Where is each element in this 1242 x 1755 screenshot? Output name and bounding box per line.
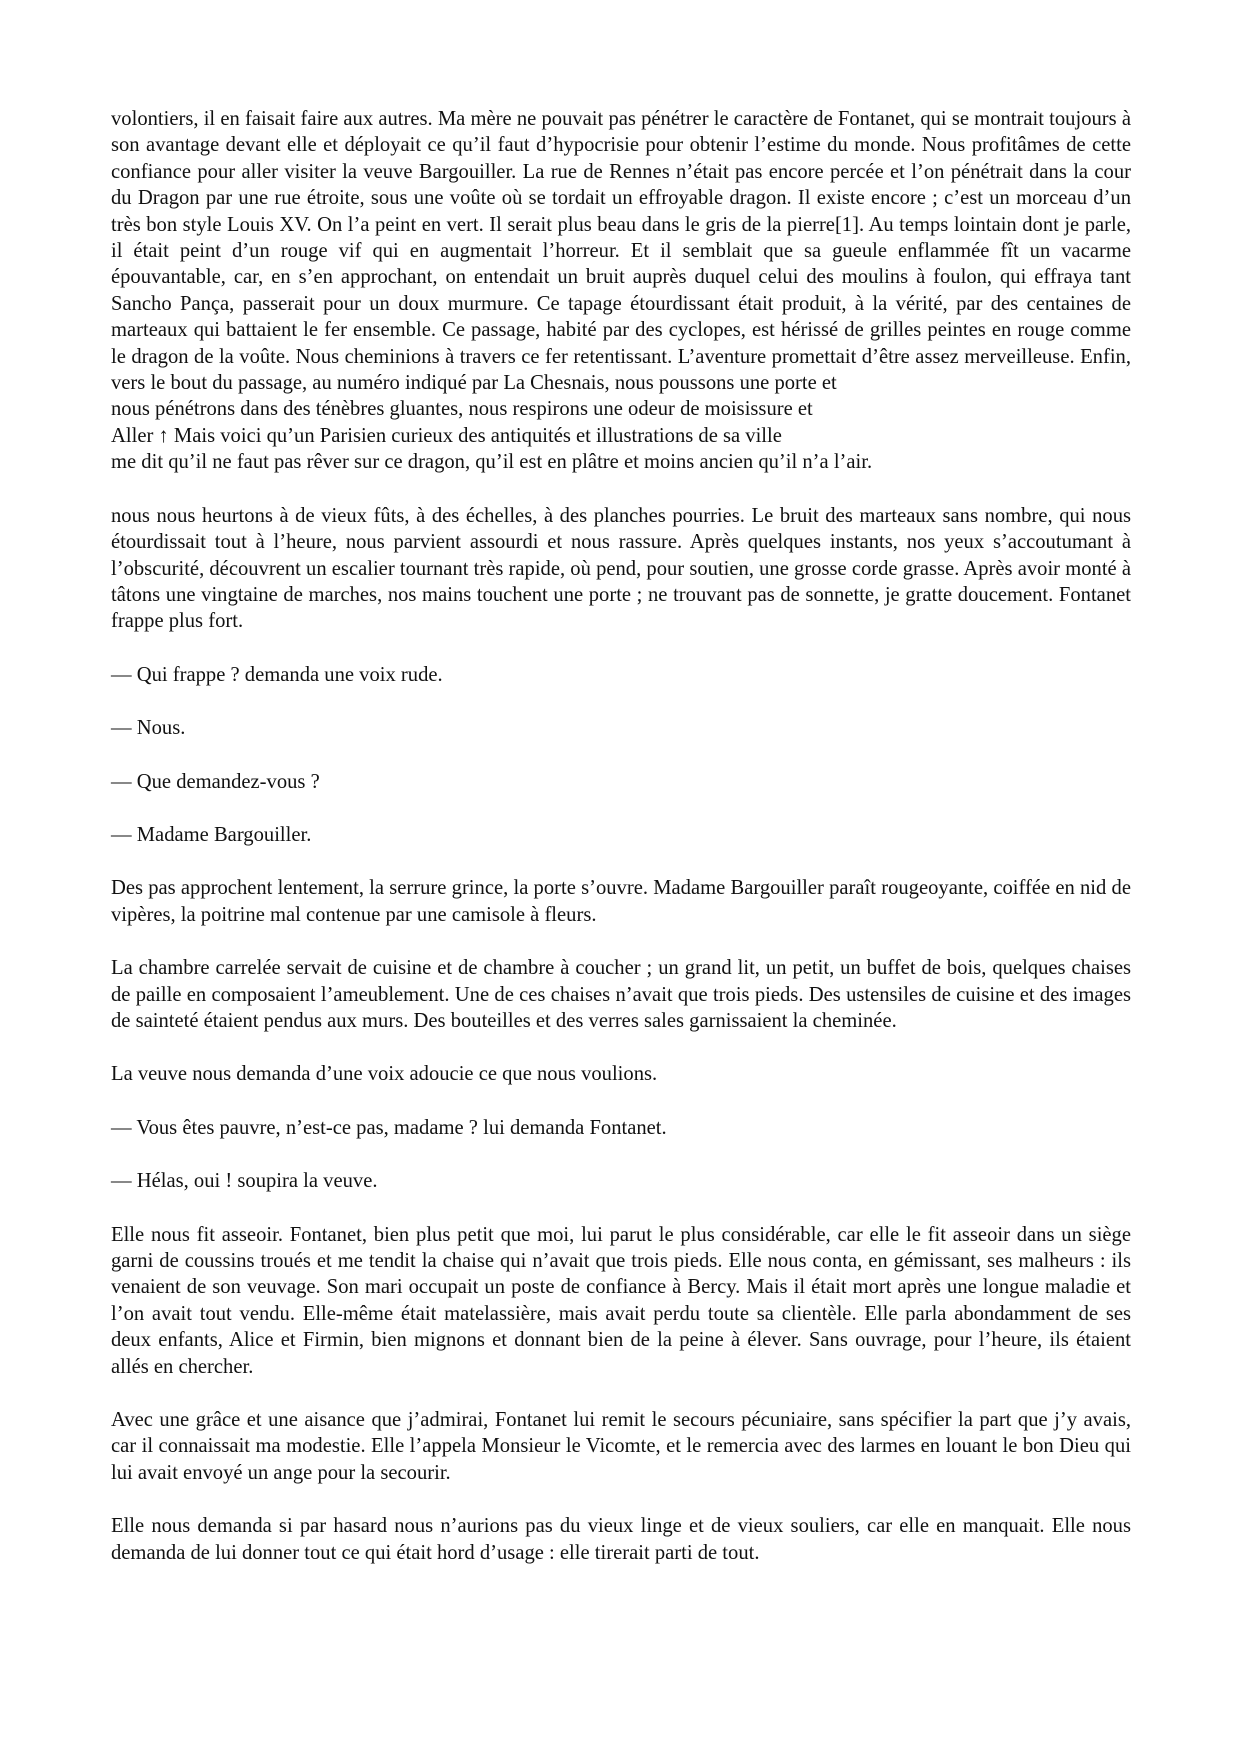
interrupted-line: nous pénétrons dans des ténèbres gluantes, nous respirons une odeur de moisissure et	[111, 398, 813, 421]
paragraph-13: Avec une grâce et une aisance que j’admirai, Fontanet lui remit le secours pécuniaire, sans spécifier la part que j’y avais, car il connaissait ma modestie. Elle l’appela Monsieur le Vicomte, et le remercia avec des larmes en louant le bon Dieu qui lui avait envoyé un ange pour la secourir.	[111, 1409, 1131, 1484]
document-page	[111, 106, 1131, 1593]
paragraph-8: La chambre carrelée servait de cuisine et de chambre à coucher ; un grand lit, un petit, un buffet de bois, quelques chaises de paille en composaient l’ameublement. Une de ces chaises n’avait que trois pieds. Des ustensiles de cuisine et des images de sainteté étaient pendus aux murs. Des bouteilles et des verres sales garnissaient la cheminée.	[111, 957, 1131, 1032]
paragraph-14: Elle nous demanda si par hasard nous n’aurions pas du vieux linge et de vieux souliers, car elle en manquait. Elle nous demanda de lui donner tout ce qui était hord d’usage : elle tirerait parti de tout.	[111, 1515, 1131, 1564]
paragraph-1: volontiers, il en faisait faire aux autres. Ma mère ne pouvait pas pénétrer le caractère de Fontanet, qui se montrait toujours à son avantage devant elle et déployait ce qu’il faut d’hypocrisie pour obtenir l’estime du monde. Nous profitâmes de cette confiance pour aller visiter la veuve Bargouiller. La rue de Rennes n’était pas encore percée et l’on pénétrait dans la cour du Dragon par une rue étroite, sous une voûte où se tordait un effroyable dragon. Il existe encore ; c’est un morceau d’un très bon style Louis XV. On l’a peint en vert. Il serait plus beau dans le gris de la pierre[1]. Au temps lointain dont je parle, il était peint d’un rouge vif qui en augmentait l’horreur. Et il semblait que sa gueule enflammée fît un vacarme épouvantable, car, en s’en approchant, on entendait un bruit auprès duquel celui des moulins à foulon, qui effraya tant Sancho Pança, passerait pour un doux murmure. Ce tapage étourdissant était produit, à la vérité, par des centaines de marteaux qui battaient le fer ensemble. Ce passage, habité par des cyclopes, est hérissé de grilles peintes en rouge comme le dragon de la voûte. Nous cheminions à travers ce fer retentissant. L’aventure promettait d’être assez merveilleuse. Enfin, vers le bout du passage, au numéro indiqué par La Chesnais, nous poussons une porte et	[111, 108, 1131, 395]
paragraph-7: Des pas approchent lentement, la serrure grince, la porte s’ouvre. Madame Bargouiller paraît rougeoyante, coiffée en nid de vipères, la poitrine mal contenue par une camisole à fleurs.	[111, 877, 1131, 926]
paragraph-9: La veuve nous demanda d’une voix adoucie ce que nous voulions.	[111, 1063, 658, 1086]
dialogue-line: — Nous.	[111, 717, 186, 740]
footnote	[111, 423, 1131, 476]
dialogue-line: — Madame Bargouiller.	[111, 823, 312, 846]
dialogue-line: — Que demandez-vous ?	[111, 770, 320, 793]
footnote-continuation: me dit qu’il ne faut pas rêver sur ce dragon, qu’il est en plâtre et moins ancien qu’il n’a l’air.	[111, 451, 873, 474]
paragraph-12: Elle nous fit asseoir. Fontanet, bien plus petit que moi, lui parut le plus considérable, car elle le fit asseoir dans un siège garni de coussins troués et me tendit la chaise qui n’avait que trois pieds. Elle nous conta, en gémissant, ses malheurs : ils venaient de son veuvage. Son mari occupait un poste de confiance à Bercy. Mais il était mort après une longue maladie et l’on avait tout vendu. Elle-même était matelassière, mais avait perdu toute sa clientèle. Elle parla abondamment de ses deux enfants, Alice et Firmin, bien mignons et donnant bien de la peine à élever. Sans ouvrage, pour l’heure, ils étaient allés en chercher.	[111, 1223, 1131, 1378]
footnote-text: Mais voici qu’un Parisien curieux des antiquités et illustrations de sa ville	[173, 424, 782, 447]
dialogue-line: — Hélas, oui ! soupira la veuve.	[111, 1170, 378, 1193]
dialogue-line: — Qui frappe ? demanda une voix rude.	[111, 663, 443, 686]
dialogue-line: — Vous êtes pauvre, n’est-ce pas, madame ? lui demanda Fontanet.	[111, 1116, 667, 1139]
footnote-back-link[interactable]: Aller ↑	[111, 424, 169, 447]
paragraph-2: nous nous heurtons à de vieux fûts, à des échelles, à des planches pourries. Le bruit des marteaux sans nombre, qui nous étourdissait tout à l’heure, nous parvient assourdi et nous rassure. Après quelques instants, nos yeux s’accoutumant à l’obscurité, découvrent un escalier tournant très rapide, où pend, pour soutien, une grosse corde grasse. Après avoir monté à tâtons une vingtaine de marches, nos mains touchent une porte ; ne trouvant pas de sonnette, je gratte doucement. Fontanet frappe plus fort.	[111, 504, 1131, 633]
